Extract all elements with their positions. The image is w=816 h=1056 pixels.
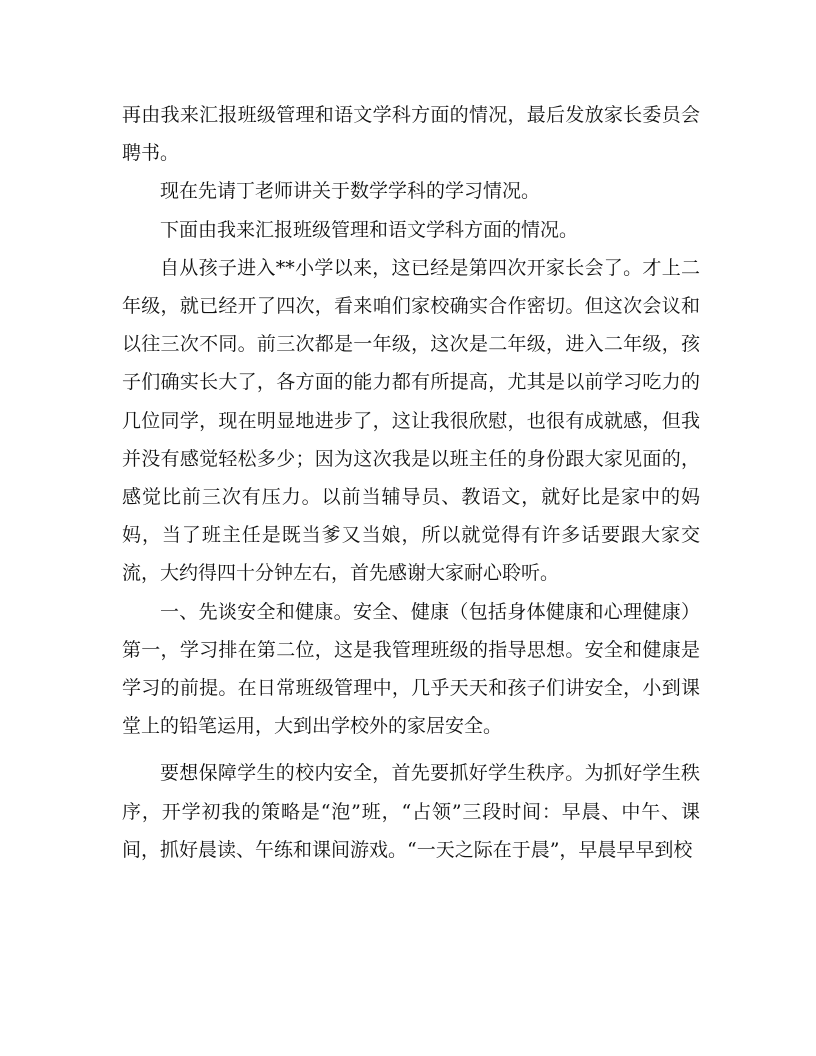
document-body bbox=[122, 96, 700, 869]
paragraph-4: 自从孩子进入**小学以来，这已经是第四次开家长会了。才上二年级，就已经开了四次，看来咱们家校确实合作密切。但这次会议和以往三次不同。前三次都是一年级，这次是二年级，进入二年级，孩子们确实长大了，各方面的能力都有所提高，尤其是以前学习吃力的几位同学，现在明显地进步了，这让我很欣慰，也很有成就感，但我并没有感觉轻松多少；因为这次我是以班主任的身份跟大家见面的，感觉比前三次有压力。以前当辅导员、教语文，就好比是家中的妈妈，当了班主任是既当爹又当娘，所以就觉得有许多话要跟大家交流，大约得四十分钟左右，首先感谢大家耐心聆听。 bbox=[122, 256, 700, 585]
paragraph-3: 下面由我来汇报班级管理和语文学科方面的情况。 bbox=[160, 218, 579, 241]
paragraph-5: 一、先谈安全和健康。安全、健康（包括身体健康和心理健康）第一，学习排在第二位，这是我管理班级的指导思想。安全和健康是学习的前提。在日常班级管理中，几乎天天和孩子们讲安全，小到课堂上的铅笔运用，大到出学校外的家居安全。 bbox=[122, 600, 700, 738]
paragraph-1: 再由我来汇报班级管理和语文学科方面的情况，最后发放家长委员会聘书。 bbox=[122, 104, 700, 165]
paragraph-2: 现在先请丁老师讲关于数学学科的学习情况。 bbox=[160, 180, 541, 203]
paragraph-6: 要想保障学生的校内安全，首先要抓好学生秩序。为抓好学生秩序，开学初我的策略是“泡”班，“占领”三段时间：早晨、中午、课间，抓好晨读、午练和课间游戏。“一天之际在于晨”，早晨早早到校 bbox=[122, 762, 700, 861]
